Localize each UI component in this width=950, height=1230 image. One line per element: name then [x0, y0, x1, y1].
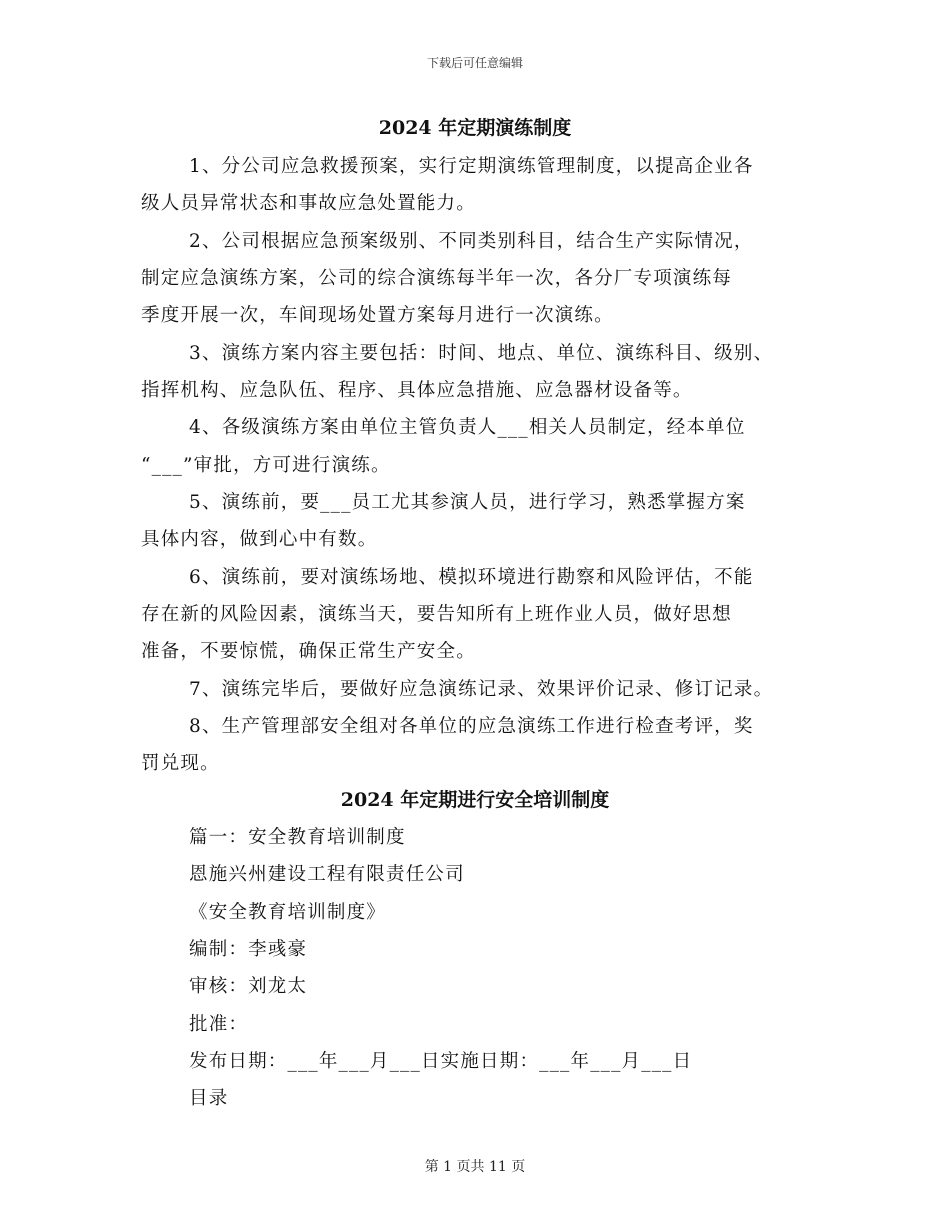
section2-line: 编制：李彧豪 [189, 939, 308, 960]
page-footer: 第 1 页共 11 页 [424, 1159, 526, 1175]
section2-line: 发布日期：___年___月___日实施日期：___年___月___日 [189, 1051, 693, 1072]
section2-line: 审核：刘龙太 [189, 976, 308, 997]
paragraph-line: 7、演练完毕后，要做好应急演练记录、效果评价记录、修订记录。 [189, 679, 774, 700]
page-header: 下载后可任意编辑 [426, 56, 523, 70]
paragraph-line: 3、演练方案内容主要包括：时间、地点、单位、演练科目、级别、 [189, 343, 774, 364]
paragraph-line: 罚兑现。 [141, 753, 220, 774]
paragraph-line: 6、演练前，要对演练场地、模拟环境进行勘察和风险评估，不能 [189, 567, 754, 588]
paragraph-line: 5、演练前，要___员工尤其参演人员，进行学习，熟悉掌握方案 [189, 492, 746, 513]
section2-line: 篇一：安全教育培训制度 [189, 827, 406, 848]
paragraph-line: 准备，不要惊慌，确保正常生产安全。 [141, 641, 476, 662]
paragraph-line: 制定应急演练方案，公司的综合演练每半年一次，各分厂专项演练每 [141, 268, 733, 289]
paragraph-line: 8、生产管理部安全组对各单位的应急演练工作进行检查考评，奖 [189, 716, 754, 737]
paragraph-line: 存在新的风险因素，演练当天，要告知所有上班作业人员，做好思想 [141, 604, 733, 625]
paragraph-line: 指挥机构、应急队伍、程序、具体应急措施、应急器材设备等。 [141, 380, 693, 401]
section2-line: 《安全教育培训制度》 [189, 902, 387, 923]
section2-title: 2024 年定期进行安全培训制度 [340, 789, 610, 811]
section2-line: 恩施兴州建设工程有限责任公司 [189, 864, 465, 885]
section2-line: 目录 [189, 1088, 229, 1109]
paragraph-line: 2、公司根据应急预案级别、不同类别科目，结合生产实际情况， [189, 231, 754, 252]
paragraph-line: 4、各级演练方案由单位主管负责人___相关人员制定，经本单位 [189, 417, 746, 438]
paragraph-line: “___”审批，方可进行演练。 [141, 455, 391, 476]
paragraph-line: 具体内容，做到心中有数。 [141, 529, 378, 550]
paragraph-line: 级人员异常状态和事故应急处置能力。 [141, 193, 476, 214]
section2-line: 批准： [189, 1014, 249, 1035]
paragraph-line: 季度开展一次，车间现场处置方案每月进行一次演练。 [141, 305, 614, 326]
section1-title: 2024 年定期演练制度 [378, 117, 572, 139]
paragraph-line: 1、分公司应急救援预案，实行定期演练管理制度，以提高企业各 [189, 156, 754, 177]
